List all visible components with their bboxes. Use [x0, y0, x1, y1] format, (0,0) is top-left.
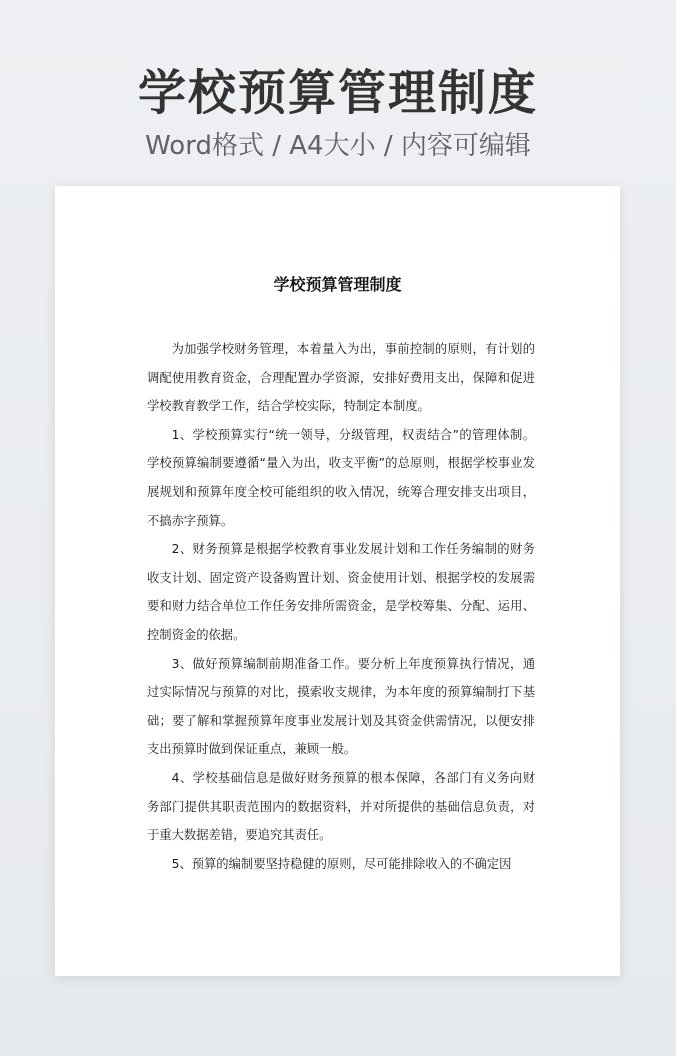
banner-title: 学校预算管理制度: [137, 65, 538, 121]
paragraph-intro: 为加强学校财务管理，本着量入为出，事前控制的原则，有计划的调配使用教育资金，合理配置办学资源，安排好费用支出，保障和促进学校教育教学工作，结合学校实际，特制定本制度。: [147, 342, 535, 414]
paragraph-5: 5、预算的编制要坚持稳健的原则，尽可能排除收入的不确定因: [171, 856, 512, 871]
document-body: [147, 335, 535, 878]
paragraph-4: 4、学校基础信息是做好财务预算的根本保障，各部门有义务向财务部门提供其职责范围内的数据资料，并对所提供的基础信息负责，对于重大数据差错，要追究其责任。: [147, 770, 535, 843]
paragraph-3: 3、做好预算编制前期准备工作。要分析上年度预算执行情况，通过实际情况与预算的对比，摸索收支规律，为本年度的预算编制打下基础；要了解和掌握预算年度事业发展计划及其资金供需情况，以便安排支出预算时做到保证重点，兼顾一般。: [147, 656, 535, 757]
banner: [0, 62, 676, 166]
document-page: [55, 186, 620, 976]
banner-subtitle: Word格式 / A4大小 / 内容可编辑: [145, 131, 531, 161]
paragraph-1: 1、学校预算实行“统一领导，分级管理，权责结合”的管理体制。学校预算编制要遵循“量入为出，收支平衡”的总原则，根据学校事业发展规划和预算年度全校可能组织的收入情况，统筹合理安排支出项目，不搞赤字预算。: [147, 427, 535, 528]
paragraph-2: 2、财务预算是根据学校教育事业发展计划和工作任务编制的财务收支计划、固定资产设备购置计划、资金使用计划、根据学校的发展需要和财力结合单位工作任务安排所需资金，是学校筹集、分配、运用、控制资金的依据。: [147, 542, 535, 642]
document-title: 学校预算管理制度: [273, 275, 402, 294]
